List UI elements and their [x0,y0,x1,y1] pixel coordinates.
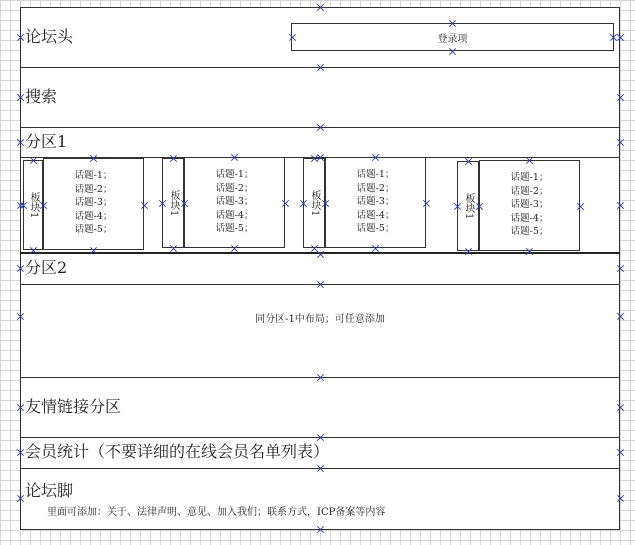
handle-marker[interactable] [17,265,24,272]
handle-marker[interactable] [617,94,624,101]
handle-marker[interactable] [141,202,148,209]
topic-item[interactable]: 话题-4； [74,210,113,222]
handle-marker[interactable] [181,200,188,207]
handle-marker[interactable] [449,20,456,27]
board-topic-list [43,158,144,250]
handle-marker[interactable] [231,245,238,252]
handle-marker[interactable] [526,248,533,255]
handle-marker[interactable] [159,200,166,207]
handle-marker[interactable] [317,251,324,258]
handle-marker[interactable] [317,64,324,71]
handle-marker[interactable] [311,155,318,162]
login-button[interactable]: 登录项 [291,23,614,51]
handle-marker[interactable] [289,34,296,41]
handle-marker[interactable] [90,247,97,254]
handle-marker[interactable] [40,202,47,209]
handle-marker[interactable] [282,200,289,207]
topic-item[interactable]: 话题-5； [215,223,254,234]
handle-marker[interactable] [617,449,624,456]
board-label[interactable]: 板块1 [303,158,325,248]
handle-marker[interactable] [30,247,37,254]
search-section-title: 搜索 [25,87,58,106]
handle-marker[interactable] [617,139,624,146]
topic-item[interactable]: 话题-3； [510,199,549,210]
topic-item[interactable]: 话题-2； [74,183,113,195]
topic-item[interactable]: 话题-4； [510,212,549,224]
handle-marker[interactable] [610,34,617,41]
handle-marker[interactable] [372,245,379,252]
footer-note: 里面可添加：关于、法律声明、意见、加入我们；联系方式，ICP备案等内容 [47,507,386,518]
handle-marker[interactable] [465,248,472,255]
handle-marker[interactable] [300,200,307,207]
handle-marker[interactable] [317,124,324,131]
board-label[interactable]: 板块1 [162,158,184,248]
board-label[interactable]: 板块1 [23,160,43,250]
handle-marker[interactable] [617,404,624,411]
handle-marker[interactable] [423,200,430,207]
handle-marker[interactable] [577,203,584,210]
topic-item[interactable]: 话题-1； [74,170,113,181]
handle-marker[interactable] [17,139,24,146]
handle-marker[interactable] [449,48,456,55]
handle-marker[interactable] [372,154,379,161]
handle-marker[interactable] [476,203,483,210]
forum-footer-title: 论坛脚 [25,481,74,500]
zone2-note: 同分区-1中布局；可任意添加 [255,314,385,325]
handle-marker[interactable] [454,203,461,210]
board-topic-list [325,157,426,248]
handle-marker[interactable] [30,157,37,164]
topic-item[interactable]: 话题-1； [510,172,549,183]
topic-item[interactable]: 话题-3； [356,196,395,207]
handle-marker[interactable] [617,313,624,320]
handle-marker[interactable] [617,495,624,502]
handle-marker[interactable] [465,158,472,165]
topic-item[interactable]: 话题-2； [356,182,395,194]
handle-marker[interactable] [317,4,324,11]
topic-item[interactable]: 话题-5； [510,226,549,237]
handle-marker[interactable] [617,34,624,41]
handle-marker[interactable] [17,313,24,320]
handle-marker[interactable] [17,404,24,411]
handle-marker[interactable] [322,200,329,207]
topic-item[interactable]: 话题-4； [356,209,395,221]
topic-item[interactable]: 话题-3； [215,196,254,207]
handle-marker[interactable] [317,374,324,381]
topic-item[interactable]: 话题-1； [215,169,254,180]
stats-section-title: 会员统计（不要详细的在线会员名单列表） [25,442,330,461]
handle-marker[interactable] [317,465,324,472]
links-section-title: 友情链接分区 [25,397,122,416]
handle-marker[interactable] [617,265,624,272]
forum-header-title: 论坛头 [25,27,74,46]
handle-marker[interactable] [617,202,624,209]
topic-item[interactable]: 话题-2； [215,182,254,194]
handle-marker[interactable] [317,281,324,288]
handle-marker[interactable] [170,155,177,162]
topic-item[interactable]: 话题-2； [510,185,549,197]
zone1-title: 分区1 [25,132,68,151]
board-label[interactable]: 板块1 [457,161,479,251]
handle-marker[interactable] [17,202,24,209]
handle-marker[interactable] [90,155,97,162]
handle-marker[interactable] [317,434,324,441]
handle-marker[interactable] [17,94,24,101]
board-topic-list [184,157,285,248]
handle-marker[interactable] [17,495,24,502]
handle-marker[interactable] [17,449,24,456]
topic-item[interactable]: 话题-3； [74,197,113,208]
handle-marker[interactable] [526,157,533,164]
board-topic-list [479,160,580,251]
handle-marker[interactable] [17,34,24,41]
handle-marker[interactable] [317,526,324,533]
topic-item[interactable]: 话题-5； [74,224,113,235]
handle-marker[interactable] [231,154,238,161]
topic-item[interactable]: 话题-5； [356,223,395,234]
zone2-title: 分区2 [25,258,68,277]
topic-item[interactable]: 话题-1； [356,169,395,180]
handle-marker[interactable] [170,245,177,252]
topic-item[interactable]: 话题-4； [215,209,254,221]
